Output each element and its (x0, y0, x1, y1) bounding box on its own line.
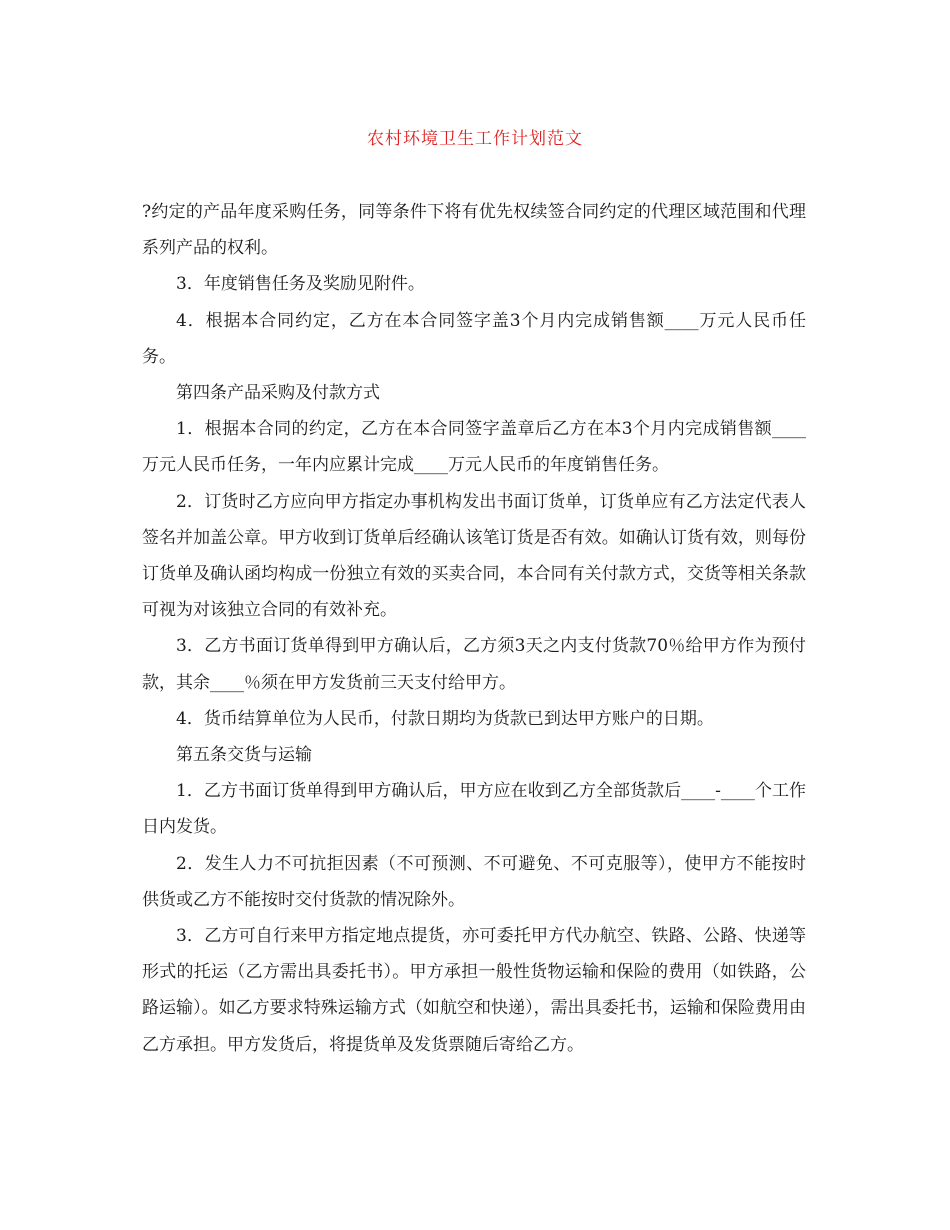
section-heading: 第四条产品采购及付款方式 (176, 383, 380, 404)
paragraph: 1．根据本合同的约定，乙方在本合同签字盖章后乙方在本3个月内完成销售额____万元人民币任务，一年内应累计完成____万元人民币的年度销售任务。 (142, 419, 806, 476)
document-title: 农村环境卫生工作计划范文 (367, 129, 583, 149)
section-heading: 第五条交货与运输 (176, 745, 312, 766)
paragraph: 3．乙方书面订货单得到甲方确认后，乙方须3天之内支付货款70％给甲方作为预付款，其余____％须在甲方发货前三天支付给甲方。 (142, 636, 806, 693)
paragraph: 4．根据本合同约定，乙方在本合同签字盖3个月内完成销售额____万元人民币任务。 (142, 310, 806, 367)
paragraph: 3．年度销售任务及奖励见附件。 (176, 274, 425, 295)
paragraph: 1．乙方书面订货单得到甲方确认后，甲方应在收到乙方全部货款后____-____个工作日内发货。 (142, 781, 806, 838)
paragraph: 3．乙方可自行来甲方指定地点提货，亦可委托甲方代办航空、铁路、公路、快递等形式的托运（乙方需出具委托书）。甲方承担一般性货物运输和保险的费用（如铁路，公路运输）。如乙方要求特殊运输方式（如航空和快递），需出具委托书，运输和保险费用由乙方承担。甲方发货后，将提货单及发货票随后寄给乙方。 (142, 926, 806, 1055)
paragraph: 2．订货时乙方应向甲方指定办事机构发出书面订货单，订货单应有乙方法定代表人签名并加盖公章。甲方收到订货单后经确认该笔订货是否有效。如确认订货有效，则每份订货单及确认函均构成一份独立有效的买卖合同，本合同有关付款方式，交货等相关条款可视为对该独立合同的有效补充。 (142, 491, 806, 621)
document-body (142, 194, 806, 1063)
paragraph: ?约定的产品年度采购任务，同等条件下将有优先权续签合同约定的代理区域范围和代理系列产品的权利。 (142, 202, 806, 259)
paragraph: 2．发生人力不可抗拒因素（不可预测、不可避免、不可克服等），使甲方不能按时供货或乙方不能按时交付货款的情况除外。 (142, 853, 806, 910)
paragraph: 4．货币结算单位为人民币，付款日期均为货款已到达甲方账户的日期。 (176, 708, 714, 729)
